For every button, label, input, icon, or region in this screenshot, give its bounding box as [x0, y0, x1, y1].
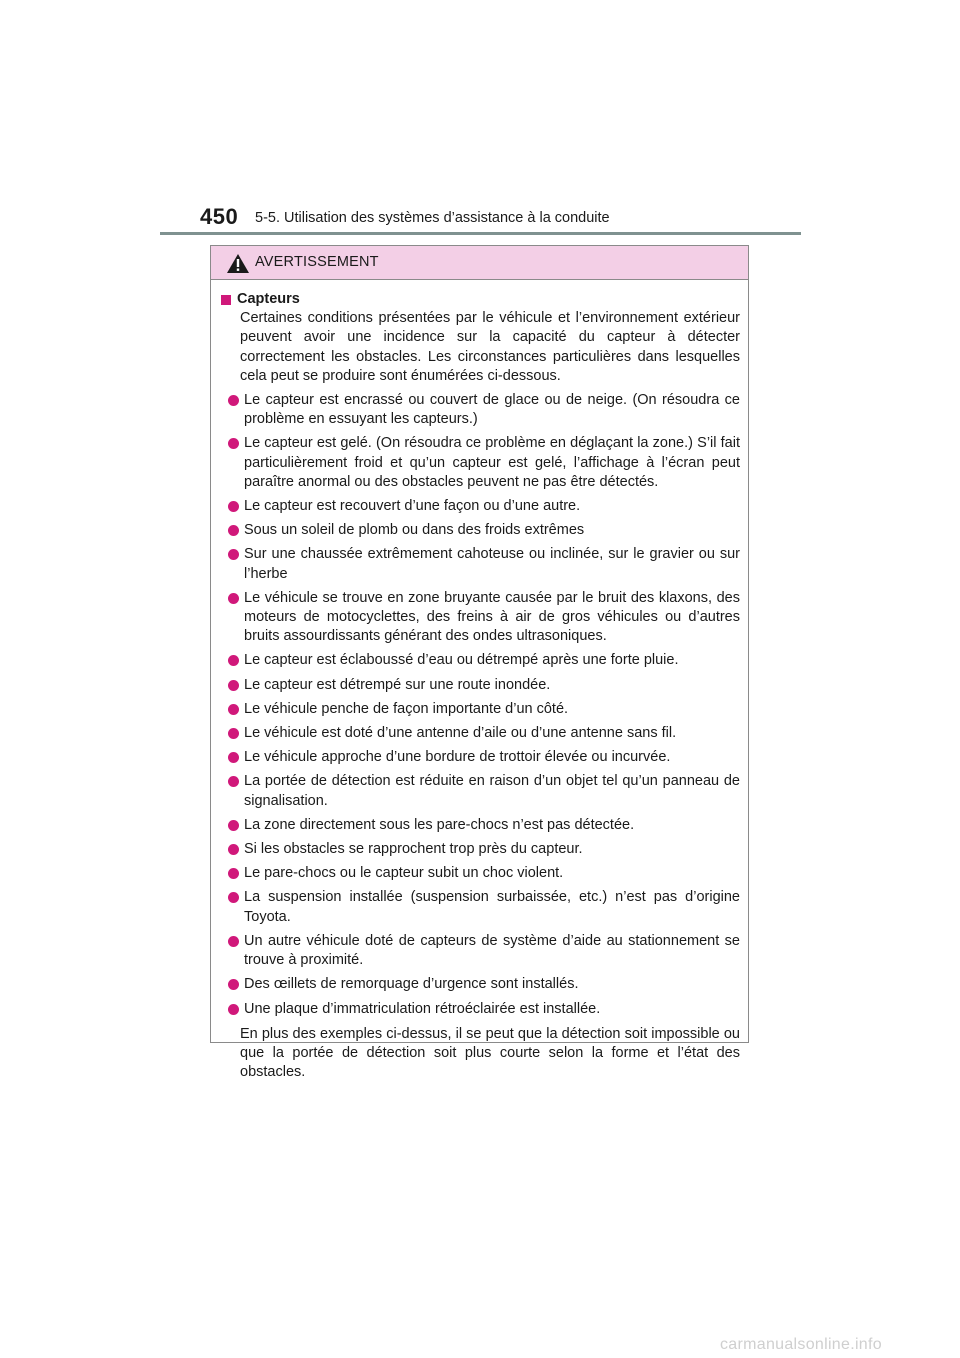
round-bullet-icon [228, 395, 239, 406]
list-item [219, 748, 740, 767]
subheading [219, 290, 740, 309]
round-bullet-icon [228, 936, 239, 947]
list-item [219, 1000, 740, 1019]
list-item-text: Sous un soleil de plomb ou dans des froids extrêmes [244, 522, 585, 539]
list-item-text: Le capteur est encrassé ou couvert de glace ou de neige. (On résoudra ce problème en essuyant les capteurs.) [244, 392, 740, 428]
warning-triangle-icon [227, 254, 249, 273]
list-item [219, 589, 740, 647]
round-bullet-icon [228, 979, 239, 990]
warning-header [211, 246, 748, 280]
list-item [219, 676, 740, 695]
list-item-text: Des œillets de remorquage d’urgence sont installés. [244, 976, 579, 993]
watermark: carmanualsonline.info [720, 1336, 882, 1353]
round-bullet-icon [228, 549, 239, 560]
round-bullet-icon [228, 438, 239, 449]
list-item [219, 975, 740, 994]
list-item-text: Sur une chaussée extrêmement cahoteuse ou inclinée, sur le gravier ou sur l’herbe [244, 546, 740, 582]
list-item [219, 700, 740, 719]
list-item-text: Le capteur est éclaboussé d’eau ou détrempé après une forte pluie. [244, 652, 679, 669]
round-bullet-icon [228, 820, 239, 831]
round-bullet-icon [228, 704, 239, 715]
closing-paragraph: En plus des exemples ci-dessus, il se peut que la détection soit impossible ou que la portée de détection soit plus courte selon la forme et l’état des obstacles. [240, 1025, 740, 1081]
list-item-text: La zone directement sous les pare-chocs n’est pas détectée. [244, 816, 635, 833]
list-item-text: Si les obstacles se rapprochent trop près du capteur. [244, 841, 583, 858]
page-header [200, 204, 800, 232]
list-item [219, 772, 740, 810]
list-item [219, 391, 740, 429]
round-bullet-icon [228, 728, 239, 739]
list-item-text: Le véhicule est doté d’une antenne d’aile ou d’une antenne sans fil. [244, 725, 677, 742]
section-title: 5-5. Utilisation des systèmes d’assistance à la conduite [255, 210, 610, 226]
condition-list [219, 391, 740, 1019]
list-item [219, 816, 740, 835]
round-bullet-icon [228, 501, 239, 512]
list-item [219, 651, 740, 670]
list-item-text: Un autre véhicule doté de capteurs de système d’aide au stationnement se trouve à proximité. [244, 932, 740, 969]
list-item-text: Le capteur est détrempé sur une route inondée. [244, 676, 551, 693]
warning-label: AVERTISSEMENT [255, 254, 379, 270]
list-item-text: Le véhicule se trouve en zone bruyante causée par le bruit des klaxons, des moteurs de motocyclettes, des freins à air de gros véhicules ou d’autres bruits assourdissants générant des ondes ultrasoniques. [244, 589, 740, 645]
header-rule [160, 232, 801, 235]
round-bullet-icon [228, 525, 239, 536]
intro-paragraph: Certaines conditions présentées par le véhicule et l’environnement extérieur peuvent avoir une incidence sur la capacité du capteur à détecter correctement les obstacles. Les circonstances particulières dans lesquelles cela peut se produire sont énumérées ci-dessous. [240, 310, 740, 384]
list-item-text: La portée de détection est réduite en raison d’un objet tel qu’un panneau de signalisation. [244, 773, 740, 809]
round-bullet-icon [228, 844, 239, 855]
round-bullet-icon [228, 1004, 239, 1015]
list-item-text: Le capteur est gelé. (On résoudra ce problème en déglaçant la zone.) S’il fait particulièrement froid et qu’un capteur est gelé, l’affichage à l’écran peut paraître anormal ou des obstacles peuvent ne pas être détectés. [244, 435, 740, 490]
list-item-text: La suspension installée (suspension surbaissée, etc.) n’est pas d’origine Toyota. [244, 889, 740, 925]
round-bullet-icon [228, 655, 239, 666]
list-item [219, 521, 740, 540]
round-bullet-icon [228, 593, 239, 604]
round-bullet-icon [228, 868, 239, 879]
list-item [219, 932, 740, 970]
list-item [219, 864, 740, 883]
list-item [219, 434, 740, 492]
warning-body [211, 280, 748, 1082]
list-item-text: Le pare-chocs ou le capteur subit un choc violent. [244, 865, 564, 882]
list-item [219, 888, 740, 926]
round-bullet-icon [228, 752, 239, 763]
round-bullet-icon [228, 892, 239, 903]
list-item [219, 840, 740, 859]
square-bullet-icon [221, 295, 231, 305]
list-item [219, 497, 740, 516]
round-bullet-icon [228, 680, 239, 691]
list-item [219, 545, 740, 583]
warning-box [210, 245, 749, 1081]
list-item-text: Une plaque d’immatriculation rétroéclairée est installée. [244, 1000, 601, 1017]
list-item [219, 724, 740, 743]
list-item-text: Le véhicule approche d’une bordure de trottoir élevée ou incurvée. [244, 749, 671, 766]
page-number: 450 [200, 204, 239, 229]
list-item-text: Le capteur est recouvert d’une façon ou d’une autre. [244, 498, 581, 515]
round-bullet-icon [228, 776, 239, 787]
list-item-text: Le véhicule penche de façon importante d’un côté. [244, 700, 569, 717]
subheading-title: Capteurs [237, 291, 300, 307]
